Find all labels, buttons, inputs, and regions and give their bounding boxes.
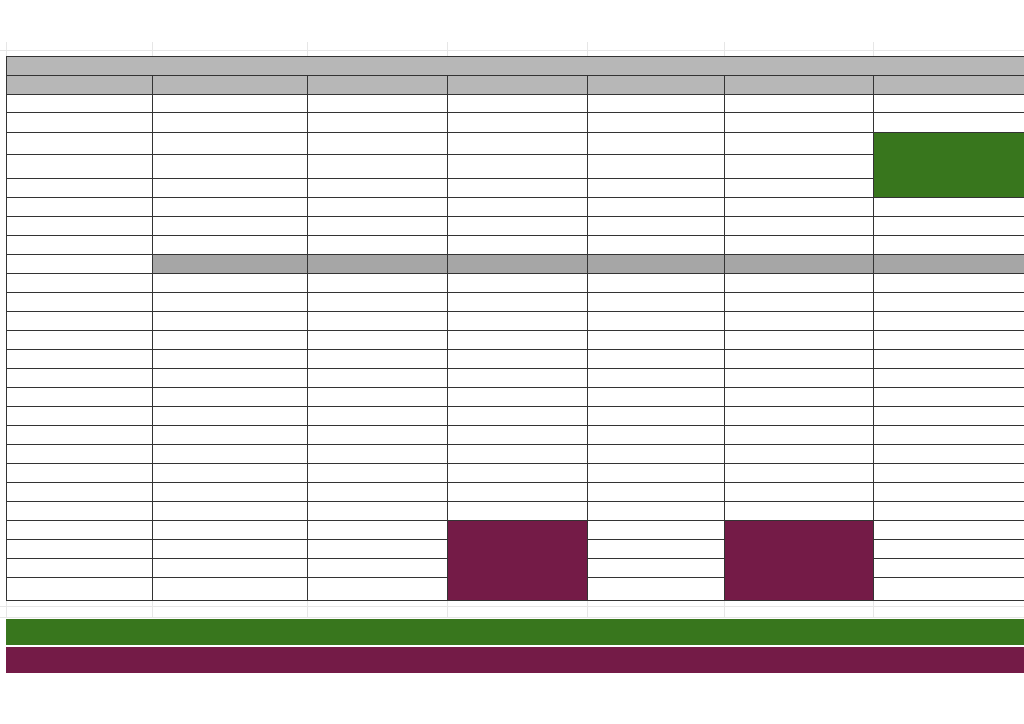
faint-gridline [447, 42, 448, 56]
faint-gridline [873, 600, 874, 618]
faint-gridline [152, 42, 153, 56]
time-label [6, 349, 152, 368]
faint-gridline [587, 42, 588, 56]
faint-gridline [307, 42, 308, 56]
grid-line-v [152, 75, 153, 601]
time-label [6, 254, 152, 273]
grid-border-left [6, 56, 7, 601]
day-header-samedi [873, 75, 1024, 94]
time-label [6, 292, 152, 311]
grid-line-h [6, 254, 1024, 255]
time-label [6, 463, 152, 482]
faint-gridline [0, 606, 1024, 607]
time-label [6, 482, 152, 501]
time-label [6, 444, 152, 463]
time-label [6, 577, 152, 600]
grid-line-h [6, 444, 1024, 445]
time-label [6, 558, 152, 577]
time-label [6, 178, 152, 197]
faint-gridline [0, 50, 1024, 51]
lunch-break-band [152, 254, 1024, 273]
grid-line-h [6, 349, 1024, 350]
faint-gridline [587, 600, 588, 618]
day-header-mercredi [447, 75, 587, 94]
time-label [6, 520, 152, 539]
grid-line-h [6, 292, 1024, 293]
time-label [6, 330, 152, 349]
grid-line-h [6, 154, 1024, 155]
day-header-lundi [152, 75, 307, 94]
grid-line-h [6, 94, 1024, 95]
time-label [6, 94, 152, 112]
faint-gridline [6, 42, 7, 56]
time-label [6, 368, 152, 387]
event-youth [873, 132, 1024, 198]
faint-gridline [873, 42, 874, 56]
time-label [6, 387, 152, 406]
grid-line-h [6, 197, 1024, 198]
grid-line-h [6, 501, 1024, 502]
time-label [6, 216, 152, 235]
grid-line-h [6, 463, 1024, 464]
time-label [6, 197, 152, 216]
legend-leisure [6, 647, 1024, 673]
time-label [6, 154, 152, 178]
grid-line-h [6, 425, 1024, 426]
grid-line-h [6, 216, 1024, 217]
faint-gridline [447, 600, 448, 618]
grid-line-h [6, 406, 1024, 407]
faint-gridline [724, 600, 725, 618]
grid-line-v [307, 75, 308, 601]
grid-line-h [6, 235, 1024, 236]
grid-border-top [6, 56, 1024, 57]
event-leisure [724, 520, 874, 601]
time-label [6, 539, 152, 558]
time-label [6, 406, 152, 425]
day-header-mardi [307, 75, 447, 94]
faint-gridline [307, 600, 308, 618]
grid-line-h [6, 75, 1024, 76]
grid-line-h [6, 273, 1024, 274]
time-label [6, 501, 152, 520]
grid-line-h [6, 387, 1024, 388]
time-label [6, 112, 152, 132]
grid-line-h [6, 112, 1024, 113]
time-label [6, 311, 152, 330]
grid-line-h [6, 311, 1024, 312]
time-label [6, 425, 152, 444]
time-label [6, 132, 152, 154]
faint-gridline [724, 42, 725, 56]
grid-line-h [6, 368, 1024, 369]
time-label [6, 235, 152, 254]
legend-youth [6, 619, 1024, 645]
faint-gridline [0, 617, 1024, 618]
grid-line-h [6, 178, 1024, 179]
grid-line-h [6, 132, 1024, 133]
day-header-vendredi [724, 75, 873, 94]
header-cell-time [6, 75, 152, 94]
sheet-title [6, 56, 1024, 75]
grid-line-h [6, 330, 1024, 331]
day-header-jeudi [587, 75, 724, 94]
event-leisure [447, 520, 588, 601]
faint-gridline [152, 600, 153, 618]
time-label [6, 273, 152, 292]
grid-line-h [6, 482, 1024, 483]
faint-gridline [6, 600, 7, 618]
